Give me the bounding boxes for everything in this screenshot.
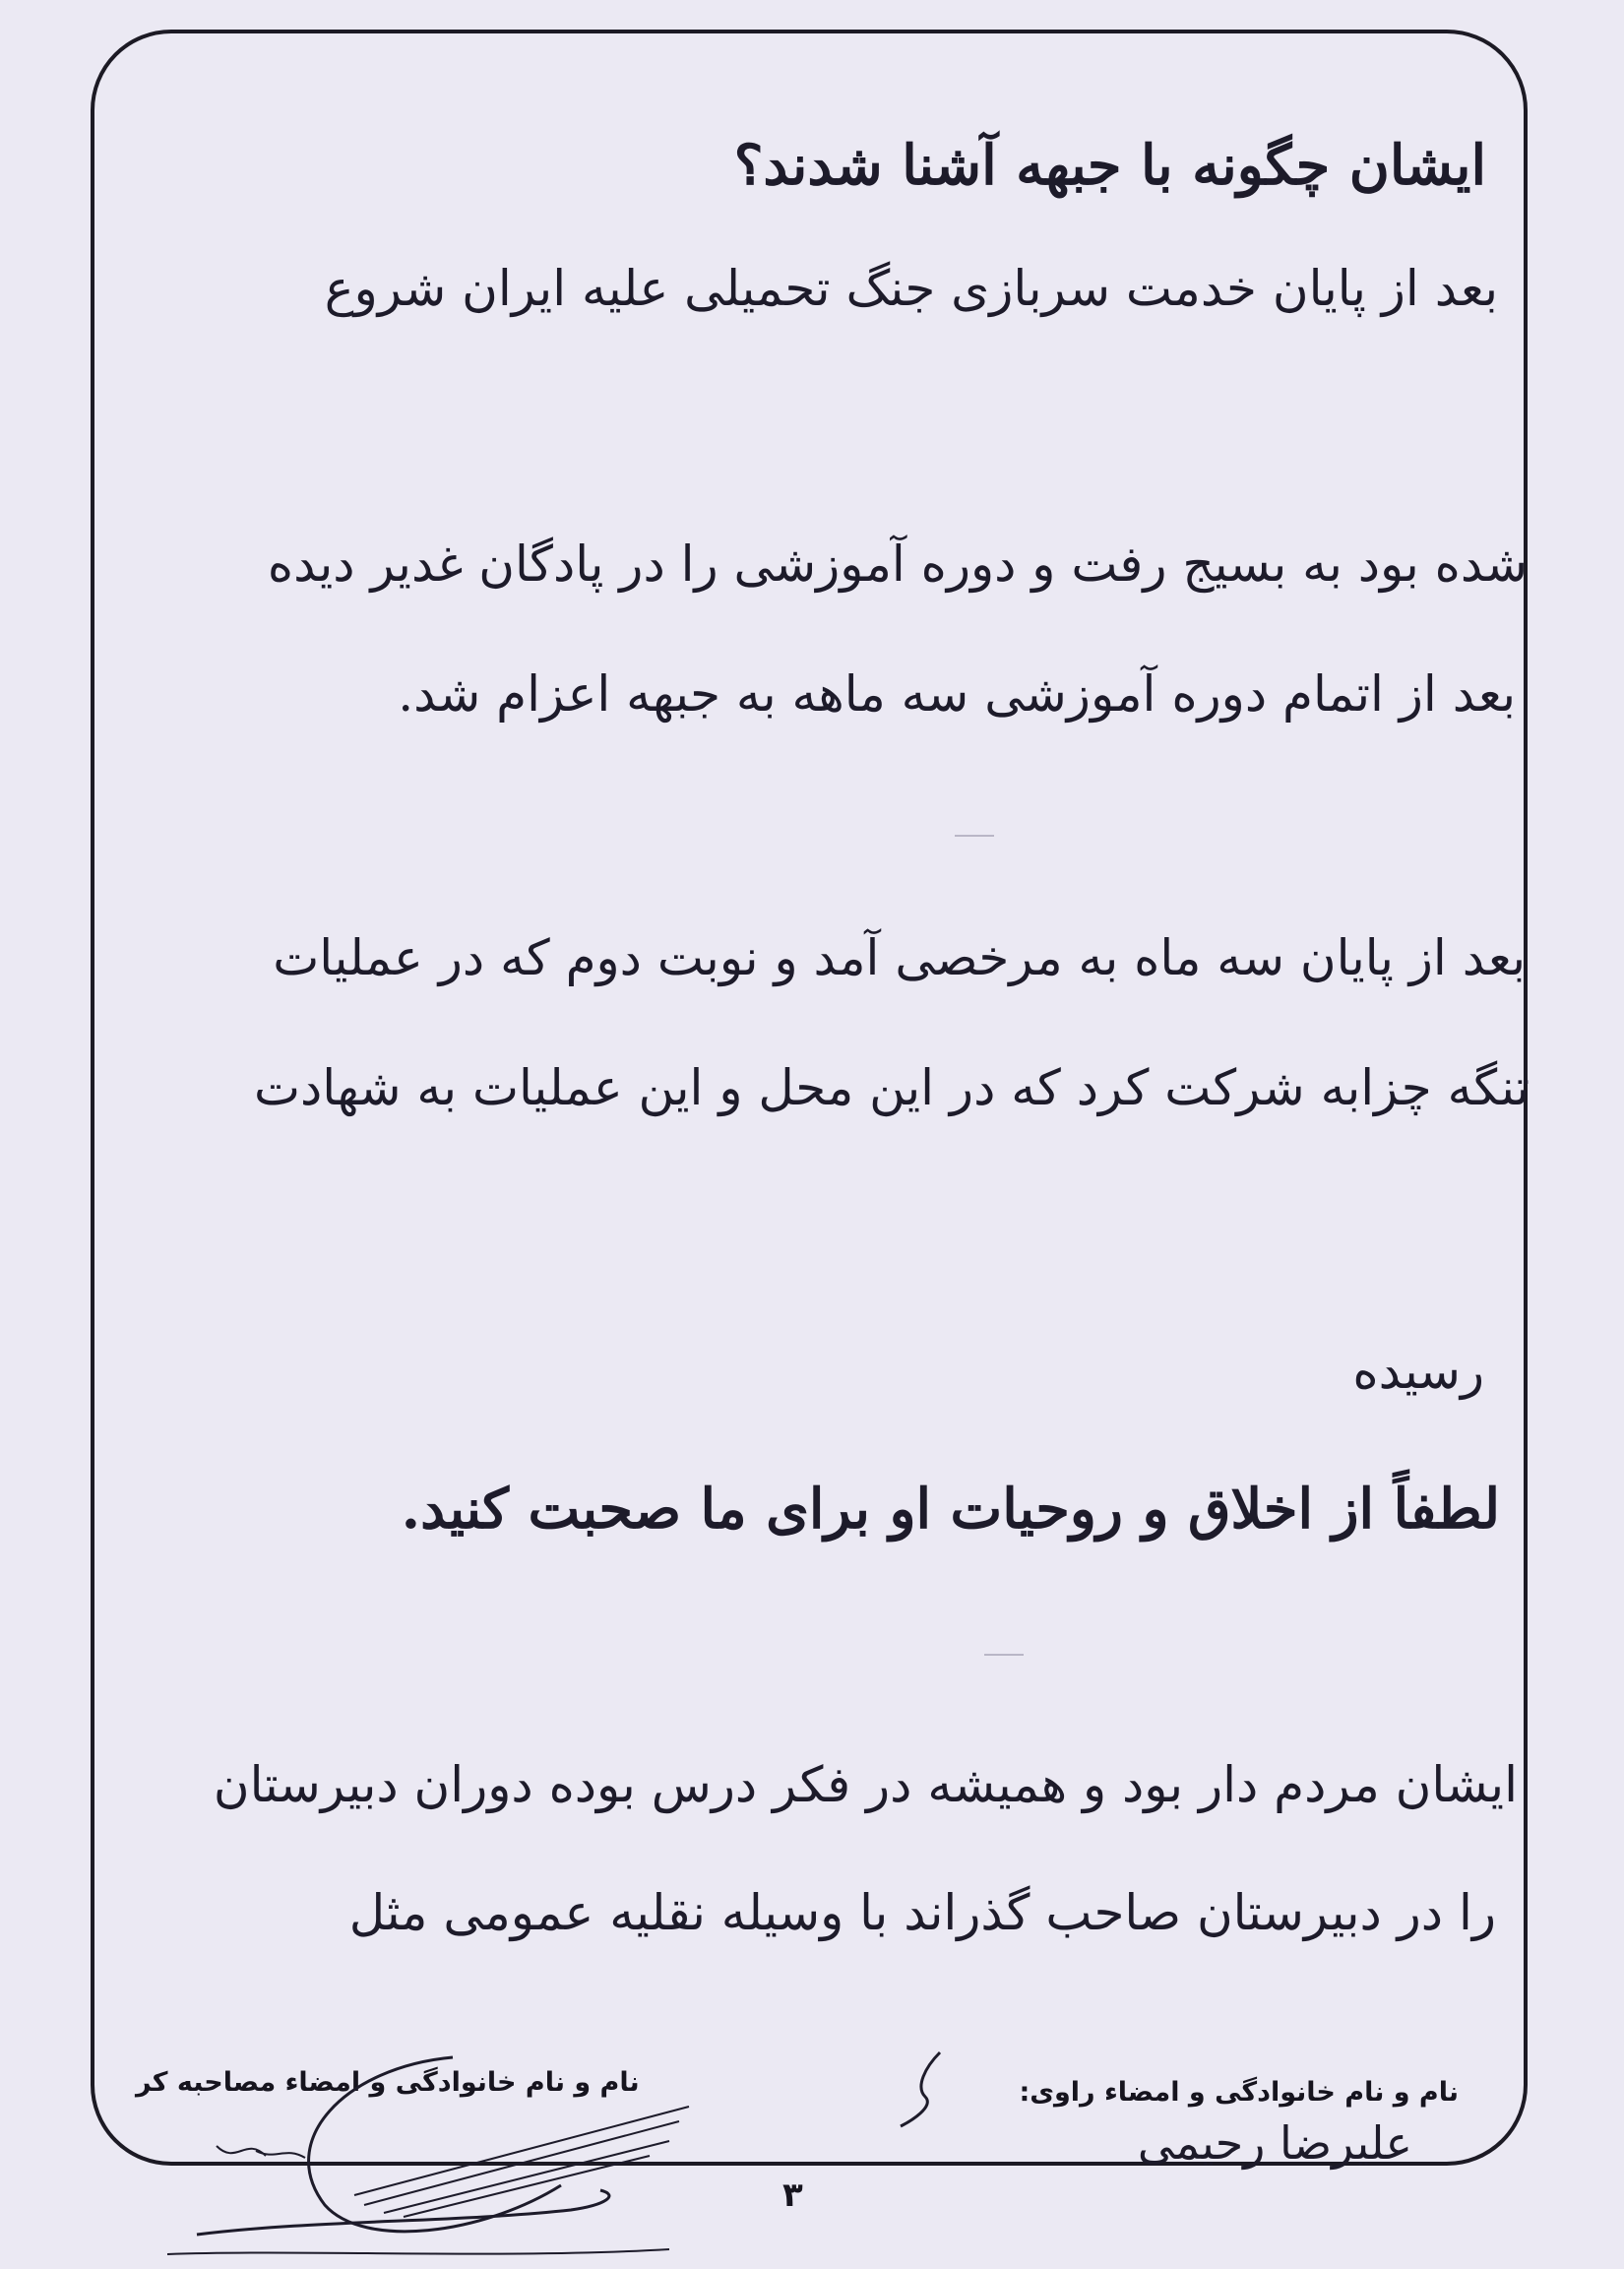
page-number: ۳ [782,2175,803,2215]
separator-mark [955,835,994,837]
answer-line: ایشان مردم دار بود و همیشه در فکر درس بوده دوران دبیرستان [213,1756,1518,1813]
answer-line: تنگه چزابه شرکت کرد که در این محل و این عملیات به شهادت [253,1059,1530,1116]
answer-line: رسیده [1352,1343,1484,1400]
narrator-name: علیرضا رحیمی [1137,2116,1412,2170]
answer-line: شده بود به بسیج رفت و دوره آموزشی را در پادگان غدیر دیده [267,536,1528,593]
question-heading: لطفاً از اخلاق و روحیات او برای ما صحبت کنید. [401,1477,1500,1542]
separator-mark [984,1654,1024,1656]
narrator-signature-label: نام و نام خانوادگی و امضاء راوی: [1019,2077,1459,2108]
answer-line: بعد از پایان سه ماه به مرخصی آمد و نوبت دوم که در عملیات [273,929,1526,986]
answer-line: بعد از اتمام دوره آموزشی سه ماهه به جبهه اعزام شد. [398,665,1516,723]
interviewer-signature [157,2048,709,2269]
answer-line: را در دبیرستان صاحب گذراند با وسیله نقلیه عمومی مثل [348,1884,1496,1941]
question-heading: ایشان چگونه با جبهه آشنا شدند؟ [733,133,1486,198]
interviewer-signature-label: نام و نام خانوادگی و امضاء مصاحبه کر [136,2067,640,2098]
pen-mark [896,2048,965,2136]
answer-line: بعد از پایان خدمت سربازی جنگ تحمیلی علیه ایران شروع [324,260,1498,317]
